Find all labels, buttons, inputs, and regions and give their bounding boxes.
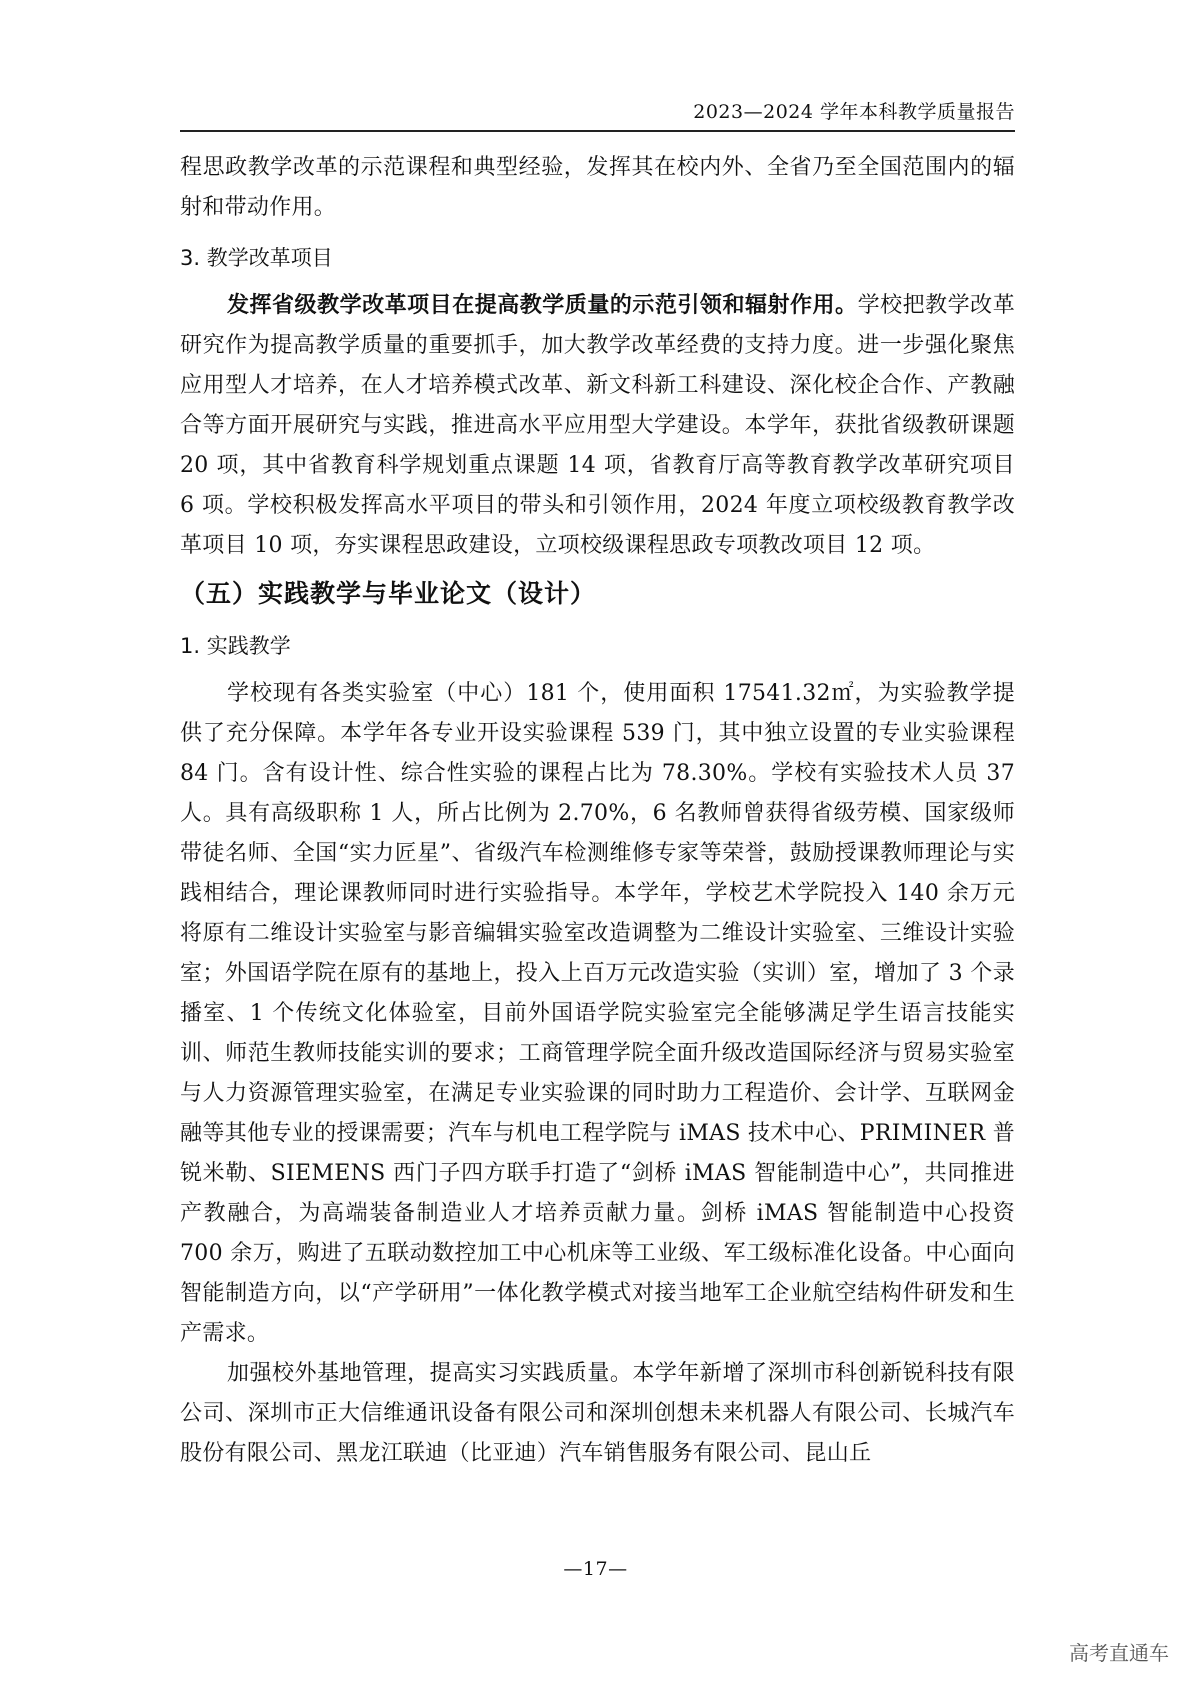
- teaching-reform-body: 学校把教学改革研究作为提高教学质量的重要抓手，加大教学改革经费的支持力度。进一步强化聚焦应用型人才培养，在人才培养模式改革、新文科新工科建设、深化校企合作、产教融合等方面开展研究与实践，推进高水平应用型大学建设。本学年，获批省级教研课题 20 项，其中省教育科学规划重点课题 14 项，省教育厅高等教育教学改革研究项目 6 项。学校积极发挥高水平项目的带头和引领作用，2024 年度立项校级教育教学改革项目 10 项，夯实课程思政建设，立项校级课程思政专项教改项目 12 项。: [180, 293, 1015, 558]
- practice-paragraph-bases: 加强校外基地管理，提高实习实践质量。本学年新增了深圳市科创新锐科技有限公司、深圳市正大信维通讯设备有限公司和深圳创想未来机器人有限公司、长城汽车股份有限公司、黑龙江联迪（比亚迪）汽车销售服务有限公司、昆山丘: [180, 1361, 1015, 1466]
- practice-paragraph-labs: 学校现有各类实验室（中心）181 个，使用面积 17541.32㎡，为实验教学提供了充分保障。本学年各专业开设实验课程 539 门，其中独立设置的专业实验课程 84 门。含有设计性、综合性实验的课程占比为 78.30%。学校有实验技术人员 37 人。具有高级职称 1 人，所占比例为 2.70%，6 名教师曾获得省级劳模、国家级师带徒名师、全国“实力匠星”、省级汽车检测维修专家等荣誉，鼓励授课教师理论与实践相结合，理论课教师同时进行实验指导。本学年，学校艺术学院投入 140 余万元将原有二维设计实验室与影音编辑实验室改造调整为二维设计实验室、三维设计实验室；外国语学院在原有的基地上，投入上百万元改造实验（实训）室，增加了 3 个录播室、1 个传统文化体验室，目前外国语学院实验室完全能够满足学生语言技能实训、师范生教师技能实训的要求；工商管理学院全面升级改造国际经济与贸易实验室与人力资源管理实验室，在满足专业实验课的同时助力工程造价、会计学、互联网金融等其他专业的授课需要；汽车与机电工程学院与 iMAS 技术中心、PRIMINER 普锐米勒、SIEMENS 西门子四方联手打造了“剑桥 iMAS 智能制造中心”，共同推进产教融合，为高端装备制造业人才培养贡献力量。剑桥 iMAS 智能制造中心投资 700 余万，购进了五联动数控加工中心机床等工业级、军工级标准化设备。中心面向智能制造方向，以“产学研用”一体化教学模式对接当地军工企业航空结构件研发和生产需求。: [180, 681, 1015, 1346]
- page-number: —17—: [563, 1558, 628, 1580]
- document-body: [180, 148, 1015, 1474]
- subsection-heading-practice: 1. 实践教学: [180, 634, 291, 658]
- teaching-reform-paragraph: [180, 286, 1015, 566]
- page-header: [180, 92, 1015, 132]
- watermark: 高考直通车: [1069, 1641, 1169, 1665]
- continued-paragraph: 程思政教学改革的示范课程和典型经验，发挥其在校内外、全省乃至全国范围内的辐射和带动作用。: [180, 155, 1015, 220]
- section-heading-teaching-reform: 3. 教学改革项目: [180, 246, 333, 270]
- section-heading-practice-teaching: （五）实践教学与毕业论文（设计）: [180, 579, 597, 608]
- report-title: 2023—2024 学年本科教学质量报告: [693, 101, 1015, 123]
- teaching-reform-lead: 发挥省级教学改革项目在提高教学质量的示范引领和辐射作用。: [227, 293, 858, 318]
